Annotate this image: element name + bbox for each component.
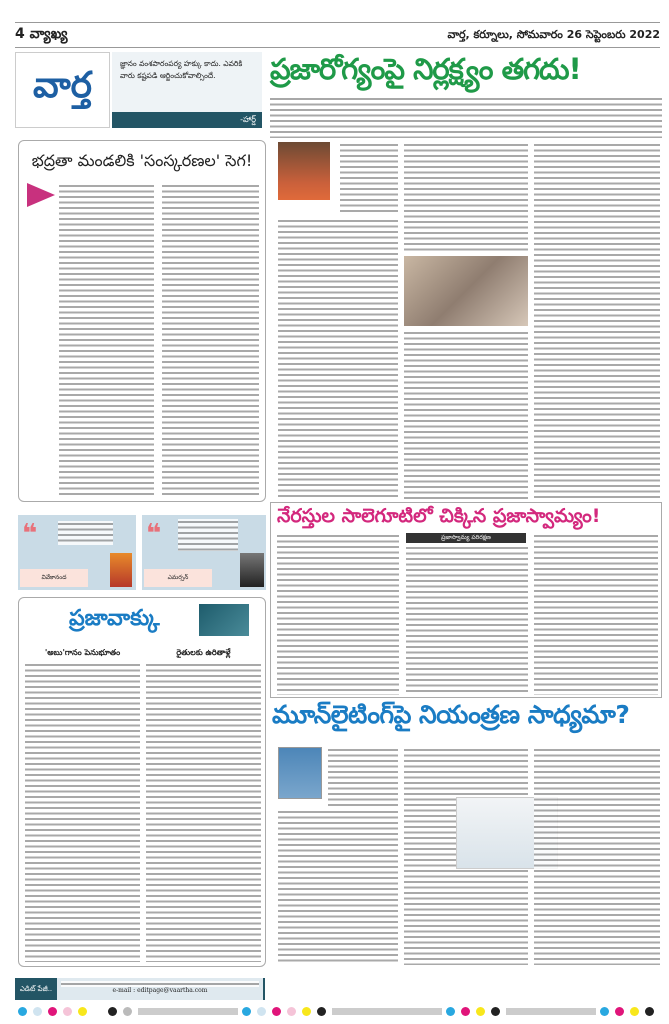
dateline: వార్త, కర్నూలు, సోమవారం 26 సెప్టెంబరు 2022 — [447, 28, 660, 41]
lead-headline: ప్రజారోగ్యంపై నిర్లక్ష్యం తగదు! — [270, 52, 581, 86]
lead-text — [278, 218, 398, 500]
second-text — [406, 545, 528, 695]
vivekananda-photo — [110, 553, 132, 587]
footer-info — [57, 978, 265, 1000]
lead-text — [534, 142, 660, 500]
author-photo — [278, 142, 330, 200]
color-registration-bar — [18, 1006, 663, 1016]
lead-text — [404, 330, 528, 500]
third-headline: మూన్‌లైటింగ్‌పై నియంత్రణ సాధ్యమా? — [272, 700, 630, 729]
editorial-col1 — [59, 183, 154, 495]
third-text — [278, 809, 398, 965]
editorial-initial — [27, 183, 55, 207]
quote-card-2 — [142, 515, 266, 590]
quote-author: -హార్డ్ — [112, 112, 262, 128]
footer-email: e-mail : editpage@vaartha.com — [112, 987, 208, 994]
quote-mark-icon: ❝ — [22, 519, 38, 549]
third-text — [534, 747, 660, 965]
masthead-quote — [112, 52, 262, 128]
editorial-col2 — [162, 183, 259, 495]
page-header — [15, 22, 660, 48]
quote-1-text — [58, 521, 113, 545]
quote-text: జ్ఞానం వంశపారంపర్య హక్కు కాదు. ఎవరికి వారు కష్టపడి ఆర్జించుకోవాల్సిందే. — [120, 59, 243, 80]
lead-article — [270, 140, 662, 502]
third-text — [328, 747, 398, 807]
letter-text — [25, 662, 140, 962]
author-photo — [278, 747, 322, 799]
quote-2-author: ఎమర్సన్ — [144, 569, 212, 587]
lead-text — [340, 142, 398, 214]
letter-title: రైతులకు ఉరితాళ్లే — [176, 648, 231, 657]
second-headline: నేరస్తుల సాలెగూటిలో చిక్కిన ప్రజాస్వామ్యం! — [277, 505, 601, 527]
editorial-box — [18, 140, 266, 502]
editorial-headline: భద్రతా మండలికి 'సంస్కరణల' సెగ! — [31, 151, 253, 170]
masthead-logo — [15, 52, 110, 128]
emerson-photo — [240, 553, 264, 587]
footer-label: ఎడిట్ పేజీ.. — [15, 978, 57, 1000]
letters-title: ప్రజావాక్కు — [69, 606, 160, 631]
lead-intro — [270, 96, 662, 138]
logo-text: వార్త — [32, 65, 93, 106]
quote-1-author: వివేకానంద — [20, 569, 88, 587]
second-text — [534, 533, 658, 695]
footer-note — [61, 981, 259, 987]
second-article — [270, 502, 662, 698]
second-tag: ప్రజాస్వామ్య పరిరక్షణ — [406, 533, 526, 543]
quote-card-1 — [18, 515, 136, 590]
quote-2-text — [178, 519, 238, 551]
hospital-photo — [404, 256, 528, 326]
quote-mark-icon: ❝ — [146, 519, 162, 549]
second-text — [277, 533, 399, 695]
third-article — [270, 745, 662, 967]
letter-title: 'అబు'గానం పెనుభూతం — [44, 648, 121, 657]
letters-box — [18, 597, 266, 967]
lead-text — [404, 142, 528, 252]
pen-nib-icon — [199, 604, 249, 636]
letter-text — [146, 662, 261, 962]
page-number: 4 వ్యాఖ్య — [15, 26, 68, 42]
